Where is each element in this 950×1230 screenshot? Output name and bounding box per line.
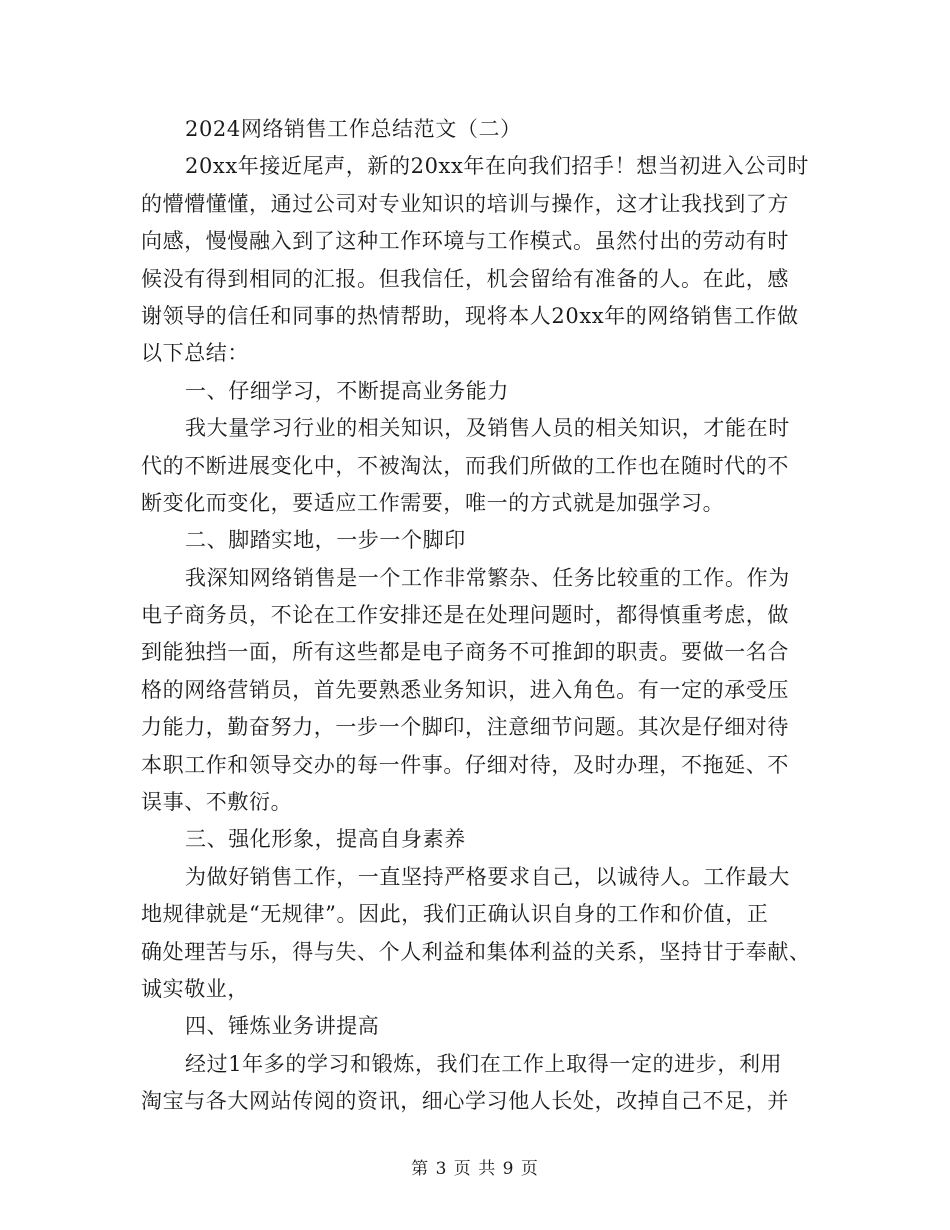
text-line: 电子商务员，不论在工作安排还是在处理问题时，都得慎重考虑，做 — [141, 603, 789, 628]
text-line: 代的不断进展变化中，不被淘汰，而我们所做的工作也在随时代的不 — [141, 453, 789, 478]
document-body — [141, 111, 811, 1121]
text-line: 一、仔细学习，不断提高业务能力 — [185, 378, 509, 403]
text-line: 四、锤炼业务讲提高 — [185, 1014, 380, 1039]
text-line: 二、脚踏实地，一步一个脚印 — [185, 528, 466, 553]
text-line: 经过1年多的学习和锻炼，我们在工作上取得一定的进步，利用 — [185, 1051, 783, 1076]
text-line: 20xx年接近尾声，新的20xx年在向我们招手！想当初进入公司时 — [185, 154, 810, 179]
text-line: 淘宝与各大网站传阅的资讯，细心学习他人长处，改掉自己不足，并 — [141, 1089, 789, 1114]
text-line: 为做好销售工作，一直坚持严格要求自己，以诚待人。工作最大 — [185, 864, 790, 889]
text-line: 候没有得到相同的汇报。但我信任，机会留给有准备的人。在此，感 — [141, 266, 789, 291]
page-number: 第 3 页 共 9 页 — [411, 1159, 539, 1179]
text-line: 力能力，勤奋努力，一步一个脚印，注意细节问题。其次是仔细对待 — [141, 715, 789, 740]
text-line: 误事、不敷衍。 — [141, 790, 293, 815]
text-line: 到能独挡一面，所有这些都是电子商务不可推卸的职责。要做一名合 — [141, 640, 789, 665]
text-line: 我深知网络销售是一个工作非常繁杂、任务比较重的工作。作为 — [185, 565, 790, 590]
text-line: 本职工作和领导交办的每一件事。仔细对待，及时办理，不拖延、不 — [141, 752, 789, 777]
text-line: 地规律就是“无规律”。因此，我们正确认识自身的工作和价值，正 — [141, 902, 769, 927]
text-line: 确处理苦与乐，得与失、个人利益和集体利益的关系，坚持甘于奉献、 — [141, 939, 811, 964]
text-line: 断变化而变化，要适应工作需要，唯一的方式就是加强学习。 — [141, 490, 725, 515]
text-line: 以下总结： — [141, 341, 249, 366]
text-line: 诚实敬业， — [141, 976, 249, 1001]
text-line: 我大量学习行业的相关知识，及销售人员的相关知识，才能在时 — [185, 416, 790, 441]
paragraph-lines — [141, 148, 811, 1120]
text-line: 格的网络营销员，首先要熟悉业务知识，进入角色。有一定的承受压 — [141, 677, 789, 702]
text-line: 谢领导的信任和同事的热情帮助，现将本人20xx年的网络销售工作做 — [141, 303, 799, 328]
document-title: 2024网络销售工作总结范文（二） — [185, 117, 522, 141]
text-line: 的懵懵懂懂，通过公司对专业知识的培训与操作，这才让我找到了方 — [141, 191, 789, 216]
text-line: 向感，慢慢融入到了这种工作环境与工作模式。虽然付出的劳动有时 — [141, 229, 789, 254]
text-line: 三、强化形象，提高自身素养 — [185, 827, 466, 852]
